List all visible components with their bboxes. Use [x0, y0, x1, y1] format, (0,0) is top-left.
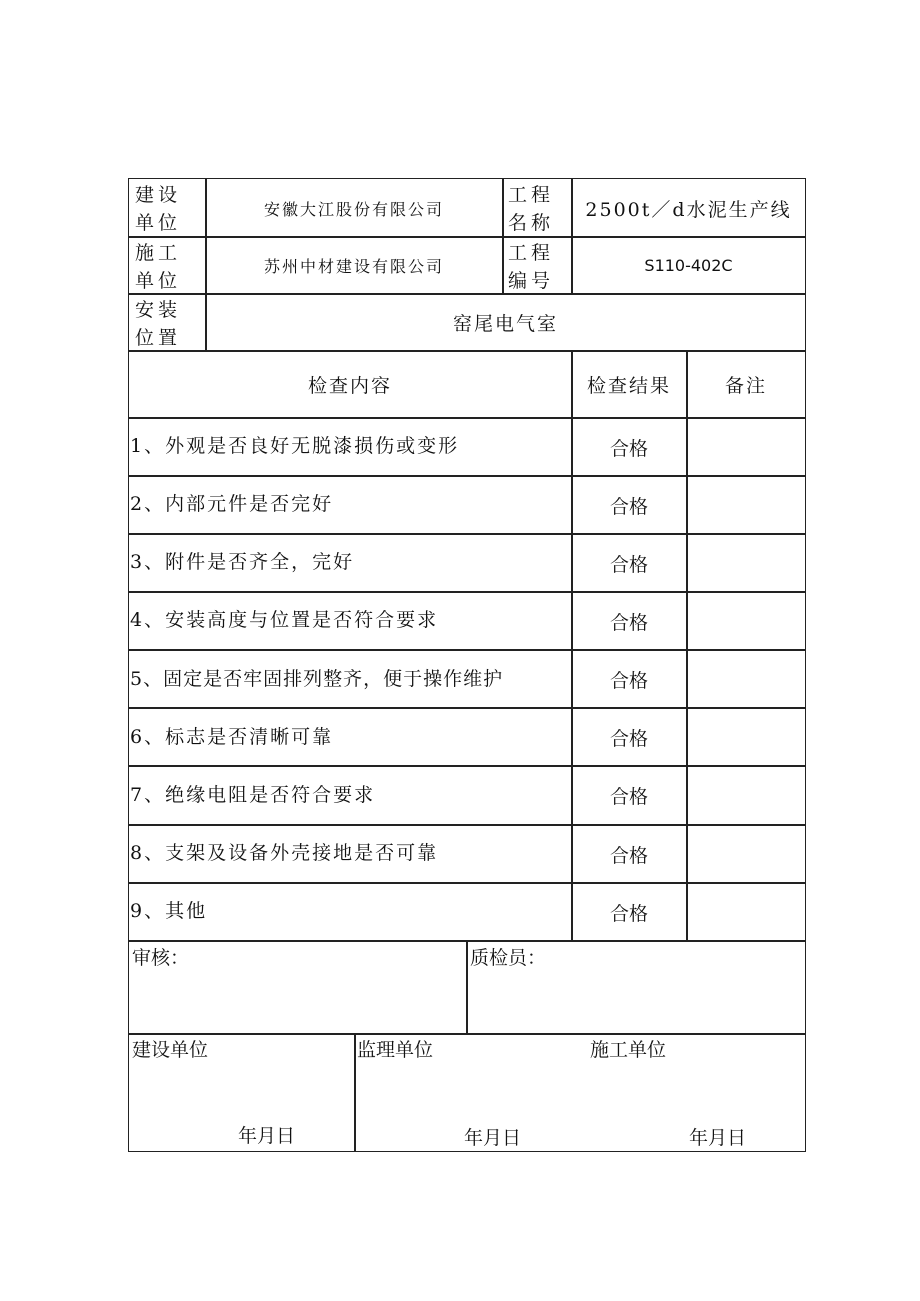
- column-header-content: 检查内容: [307, 375, 392, 397]
- signature-builder-unit: 施工单位: [590, 1039, 667, 1061]
- project-name-value: 2500t／d水泥生产线: [585, 198, 792, 221]
- signature-supervision-unit: 监理单位: [357, 1039, 434, 1061]
- construction-unit-label: 建设单位: [135, 184, 182, 234]
- column-header-remark: 备注: [724, 375, 767, 397]
- construction-unit-value: 安徽大江股份有限公司: [263, 199, 444, 219]
- table-row-result: 合格: [609, 495, 648, 518]
- table-row-item: 6、标志是否清晰可靠: [130, 726, 334, 748]
- table-row-item: 7、绝缘电阻是否符合要求: [130, 784, 376, 806]
- builder-unit-label: 施工单位: [135, 242, 182, 292]
- column-header-result: 检查结果: [586, 375, 671, 397]
- project-no-value: S110-402C: [644, 256, 733, 275]
- table-row-item: 2、内部元件是否完好: [130, 493, 334, 515]
- rule: [502, 178, 504, 293]
- table-row-item: 5、固定是否牢固排列整齐，便于操作维护: [130, 668, 504, 690]
- table-row-remark: [688, 651, 804, 707]
- table-row-remark: [688, 535, 804, 591]
- table-row-result: 合格: [609, 611, 648, 634]
- table-row-result: 合格: [609, 727, 648, 750]
- table-row-result: 合格: [609, 669, 648, 692]
- signature-date: 年月日: [464, 1127, 522, 1149]
- install-location-value: 窑尾电气室: [452, 313, 558, 335]
- table-row-result: 合格: [609, 902, 648, 925]
- table-row-item: 4、安装高度与位置是否符合要求: [130, 609, 439, 631]
- signature-construction-unit: 建设单位: [132, 1039, 209, 1061]
- rule: [354, 1033, 356, 1152]
- project-name-label: 工程名称: [508, 184, 555, 234]
- table-row-remark: [688, 826, 804, 882]
- table-row-item: 1、外观是否良好无脱漆损伤或变形: [130, 435, 460, 457]
- table-row-item: 8、支架及设备外壳接地是否可靠: [130, 842, 439, 864]
- signature-date: 年月日: [689, 1127, 747, 1149]
- table-row-result: 合格: [609, 437, 648, 460]
- reviewer-label: 审核：: [132, 947, 190, 969]
- builder-unit-value: 苏州中材建设有限公司: [263, 257, 444, 276]
- table-row-remark: [688, 477, 804, 533]
- rule: [466, 940, 468, 1033]
- table-row-remark: [688, 419, 804, 475]
- table-row-remark: [688, 767, 804, 824]
- inspector-label: 质检员：: [470, 947, 547, 969]
- project-no-label: 工程编号: [508, 242, 555, 292]
- table-row-remark: [688, 709, 804, 765]
- install-location-label: 安装位置: [135, 299, 182, 349]
- table-row-result: 合格: [609, 844, 648, 867]
- table-row-item: 9、其他: [130, 900, 208, 922]
- table-row-remark: [688, 884, 804, 940]
- table-row-result: 合格: [609, 786, 648, 808]
- table-row-remark: [688, 593, 804, 649]
- signature-date: 年月日: [238, 1125, 296, 1147]
- rule: [128, 1033, 806, 1035]
- table-row-result: 合格: [609, 553, 648, 576]
- table-row-item: 3、附件是否齐全，完好: [130, 551, 355, 573]
